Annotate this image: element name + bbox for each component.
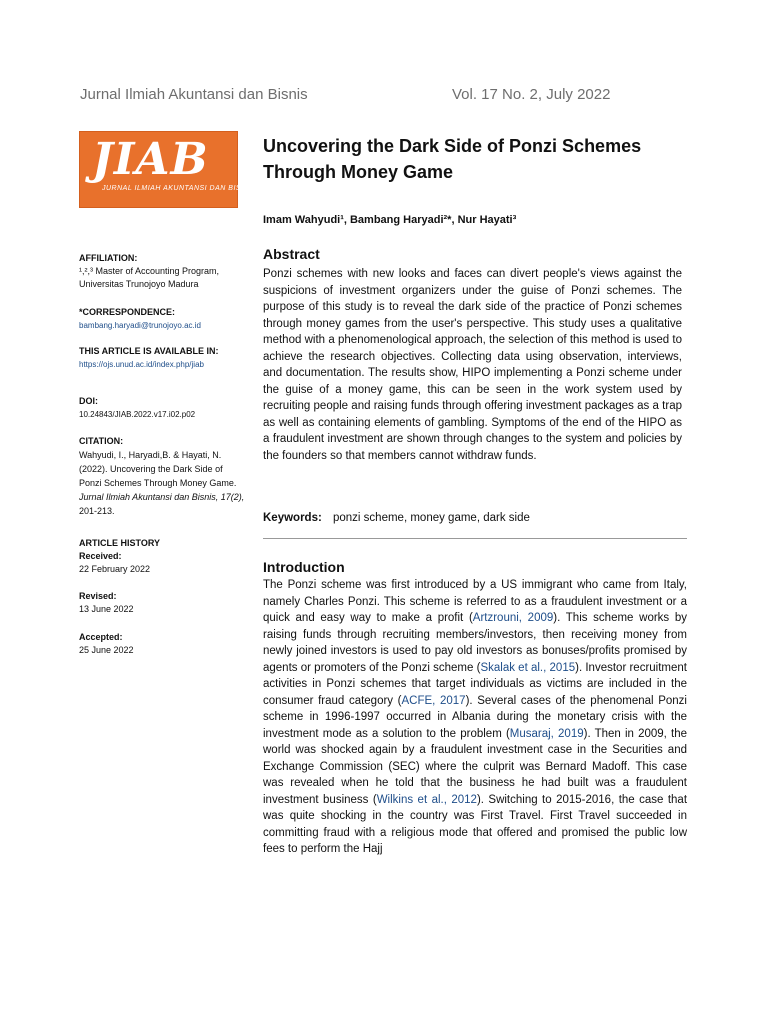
revised-label: Revised:: [79, 591, 117, 601]
accepted-block: [79, 631, 254, 657]
correspondence-label: *CORRESPONDENCE:: [79, 307, 176, 317]
doi-value: 10.24843/JIAB.2022.v17.i02.p02: [79, 410, 196, 419]
article-title: Uncovering the Dark Side of Ponzi Schemes Through Money Game: [263, 136, 642, 182]
availability-label: THIS ARTICLE IS AVAILABLE IN:: [79, 346, 219, 356]
citation-pages: 201-213.: [79, 506, 115, 516]
intro-text-5: ). Then in 2009, the world was shocked again by a fraudulent investment case in the Securities and Exchange Commission (SEC) where the culprit was Bernard Madoff. This case was revealed when he told that the business he had built was a fraudulent investment business (: [263, 727, 688, 806]
received-label: Received:: [79, 551, 122, 561]
correspondence-email[interactable]: bambang.haryadi@trunojoyo.ac.id: [79, 321, 201, 330]
article-history-block: [79, 537, 254, 576]
revised-block: [79, 590, 254, 616]
citation-journal: Jurnal Ilmiah Akuntansi dan Bisnis, 17(2),: [79, 492, 245, 502]
citation-link[interactable]: Artzrouni, 2009: [472, 612, 554, 624]
section-divider: [263, 538, 687, 539]
introduction-body: [263, 577, 687, 858]
volume-info: Vol. 17 No. 2, July 2022: [452, 86, 611, 103]
availability-link[interactable]: https://ojs.unud.ac.id/index.php/jiab: [79, 360, 204, 369]
doi-block: [79, 395, 254, 421]
affiliation-block: [79, 252, 254, 291]
journal-name: Jurnal Ilmiah Akuntansi dan Bisnis: [80, 86, 308, 103]
citation-text: [79, 448, 247, 518]
abstract-heading: Abstract: [263, 246, 320, 262]
citation-link[interactable]: Skalak et al., 2015: [480, 661, 576, 674]
author-list: Imam Wahyudi¹, Bambang Haryadi²*, Nur Hayati³: [263, 214, 517, 226]
history-label: ARTICLE HISTORY: [79, 538, 161, 548]
citation-link[interactable]: Wilkins et al., 2012: [376, 793, 477, 806]
affiliation-label: AFFILIATION:: [79, 253, 138, 263]
affiliation-text: ¹,²,³ Master of Accounting Program, Universitas Trunojoyo Madura: [79, 266, 220, 289]
logo-subtext: JURNAL ILMIAH AKUNTANSI DAN BISNIS: [102, 185, 255, 192]
introduction-heading: Introduction: [263, 559, 345, 575]
citation-link[interactable]: Musaraj, 2019: [509, 727, 584, 740]
keywords-value: ponzi scheme, money game, dark side: [333, 512, 530, 524]
received-date: 22 February 2022: [79, 564, 151, 574]
citation-link[interactable]: ACFE, 2017: [401, 694, 466, 707]
doi-label: DOI:: [79, 396, 98, 406]
availability-block: [79, 345, 254, 371]
abstract-body: Ponzi schemes with new looks and faces can divert people's views against the suspicions of investment organizers under the guise of Ponzi schemes. The purpose of this study is to reveal the dark side of the practice of Ponzi schemes through money games from the user's perspective. This study uses a qualitative method with a phenomenological approach, the selection of this method is used to achieve the research objectives. Collecting data using observation, interviews, and documentation. The results show, HIPO implementing a Ponzi scheme under the guise of a money game, this can be seen in the work system used by recruiting people and raising funds through offering investment packages as a trap as well as containing elements of gambling. Symptoms of the end of the HIPO as a fraudulent investment are shown through changes to the system and policies by the founders so that members cannot withdraw funds.: [263, 268, 682, 462]
intro-text-1: The Ponzi scheme was first introduced by a US immigrant who came from Italy, namely Charles Ponzi. This scheme is referred to as a fraudulent investment or a quick and easy way to make a profit (: [263, 579, 687, 624]
citation-label: CITATION:: [79, 436, 124, 446]
intro-text-3: ). Investor recruitment activities in Ponzi schemes that target individuals as victims are included in the consumer fraud category (: [263, 661, 687, 707]
revised-date: 13 June 2022: [79, 604, 134, 614]
accepted-date: 25 June 2022: [79, 645, 134, 655]
citation-block: [79, 435, 247, 518]
keywords-line: [263, 512, 530, 524]
intro-text-2: ). This scheme works by raising funds through recruiting members/investors, then receiving money from newly joined investors is used to pay old investors as bonuses/profits promised by agents or promoters of the Ponzi scheme (: [263, 612, 687, 674]
intro-text-4: ). Several cases of the phenomenal Ponzi scheme in 1996-1997 occurred in Albania during the monetary crisis with the investment mode as a solution to the problem (: [263, 694, 687, 740]
journal-logo: [79, 131, 255, 208]
citation-authors-title: Wahyudi, I., Haryadi,B. & Hayati, N. (2022). Uncovering the Dark Side of Ponzi Schemes Through Money Game.: [79, 450, 237, 488]
logo-text: JIAB: [92, 134, 209, 185]
keywords-label: Keywords:: [263, 512, 322, 524]
accepted-label: Accepted:: [79, 632, 123, 642]
correspondence-block: [79, 306, 254, 332]
intro-text-6: ). Switching to 2015-2016, the case that was quite shocking in the country was First Travel. First Travel succeeded in committing fraud with a religious mode that offered and promised the public low fees to perform the Hajj: [263, 793, 688, 855]
